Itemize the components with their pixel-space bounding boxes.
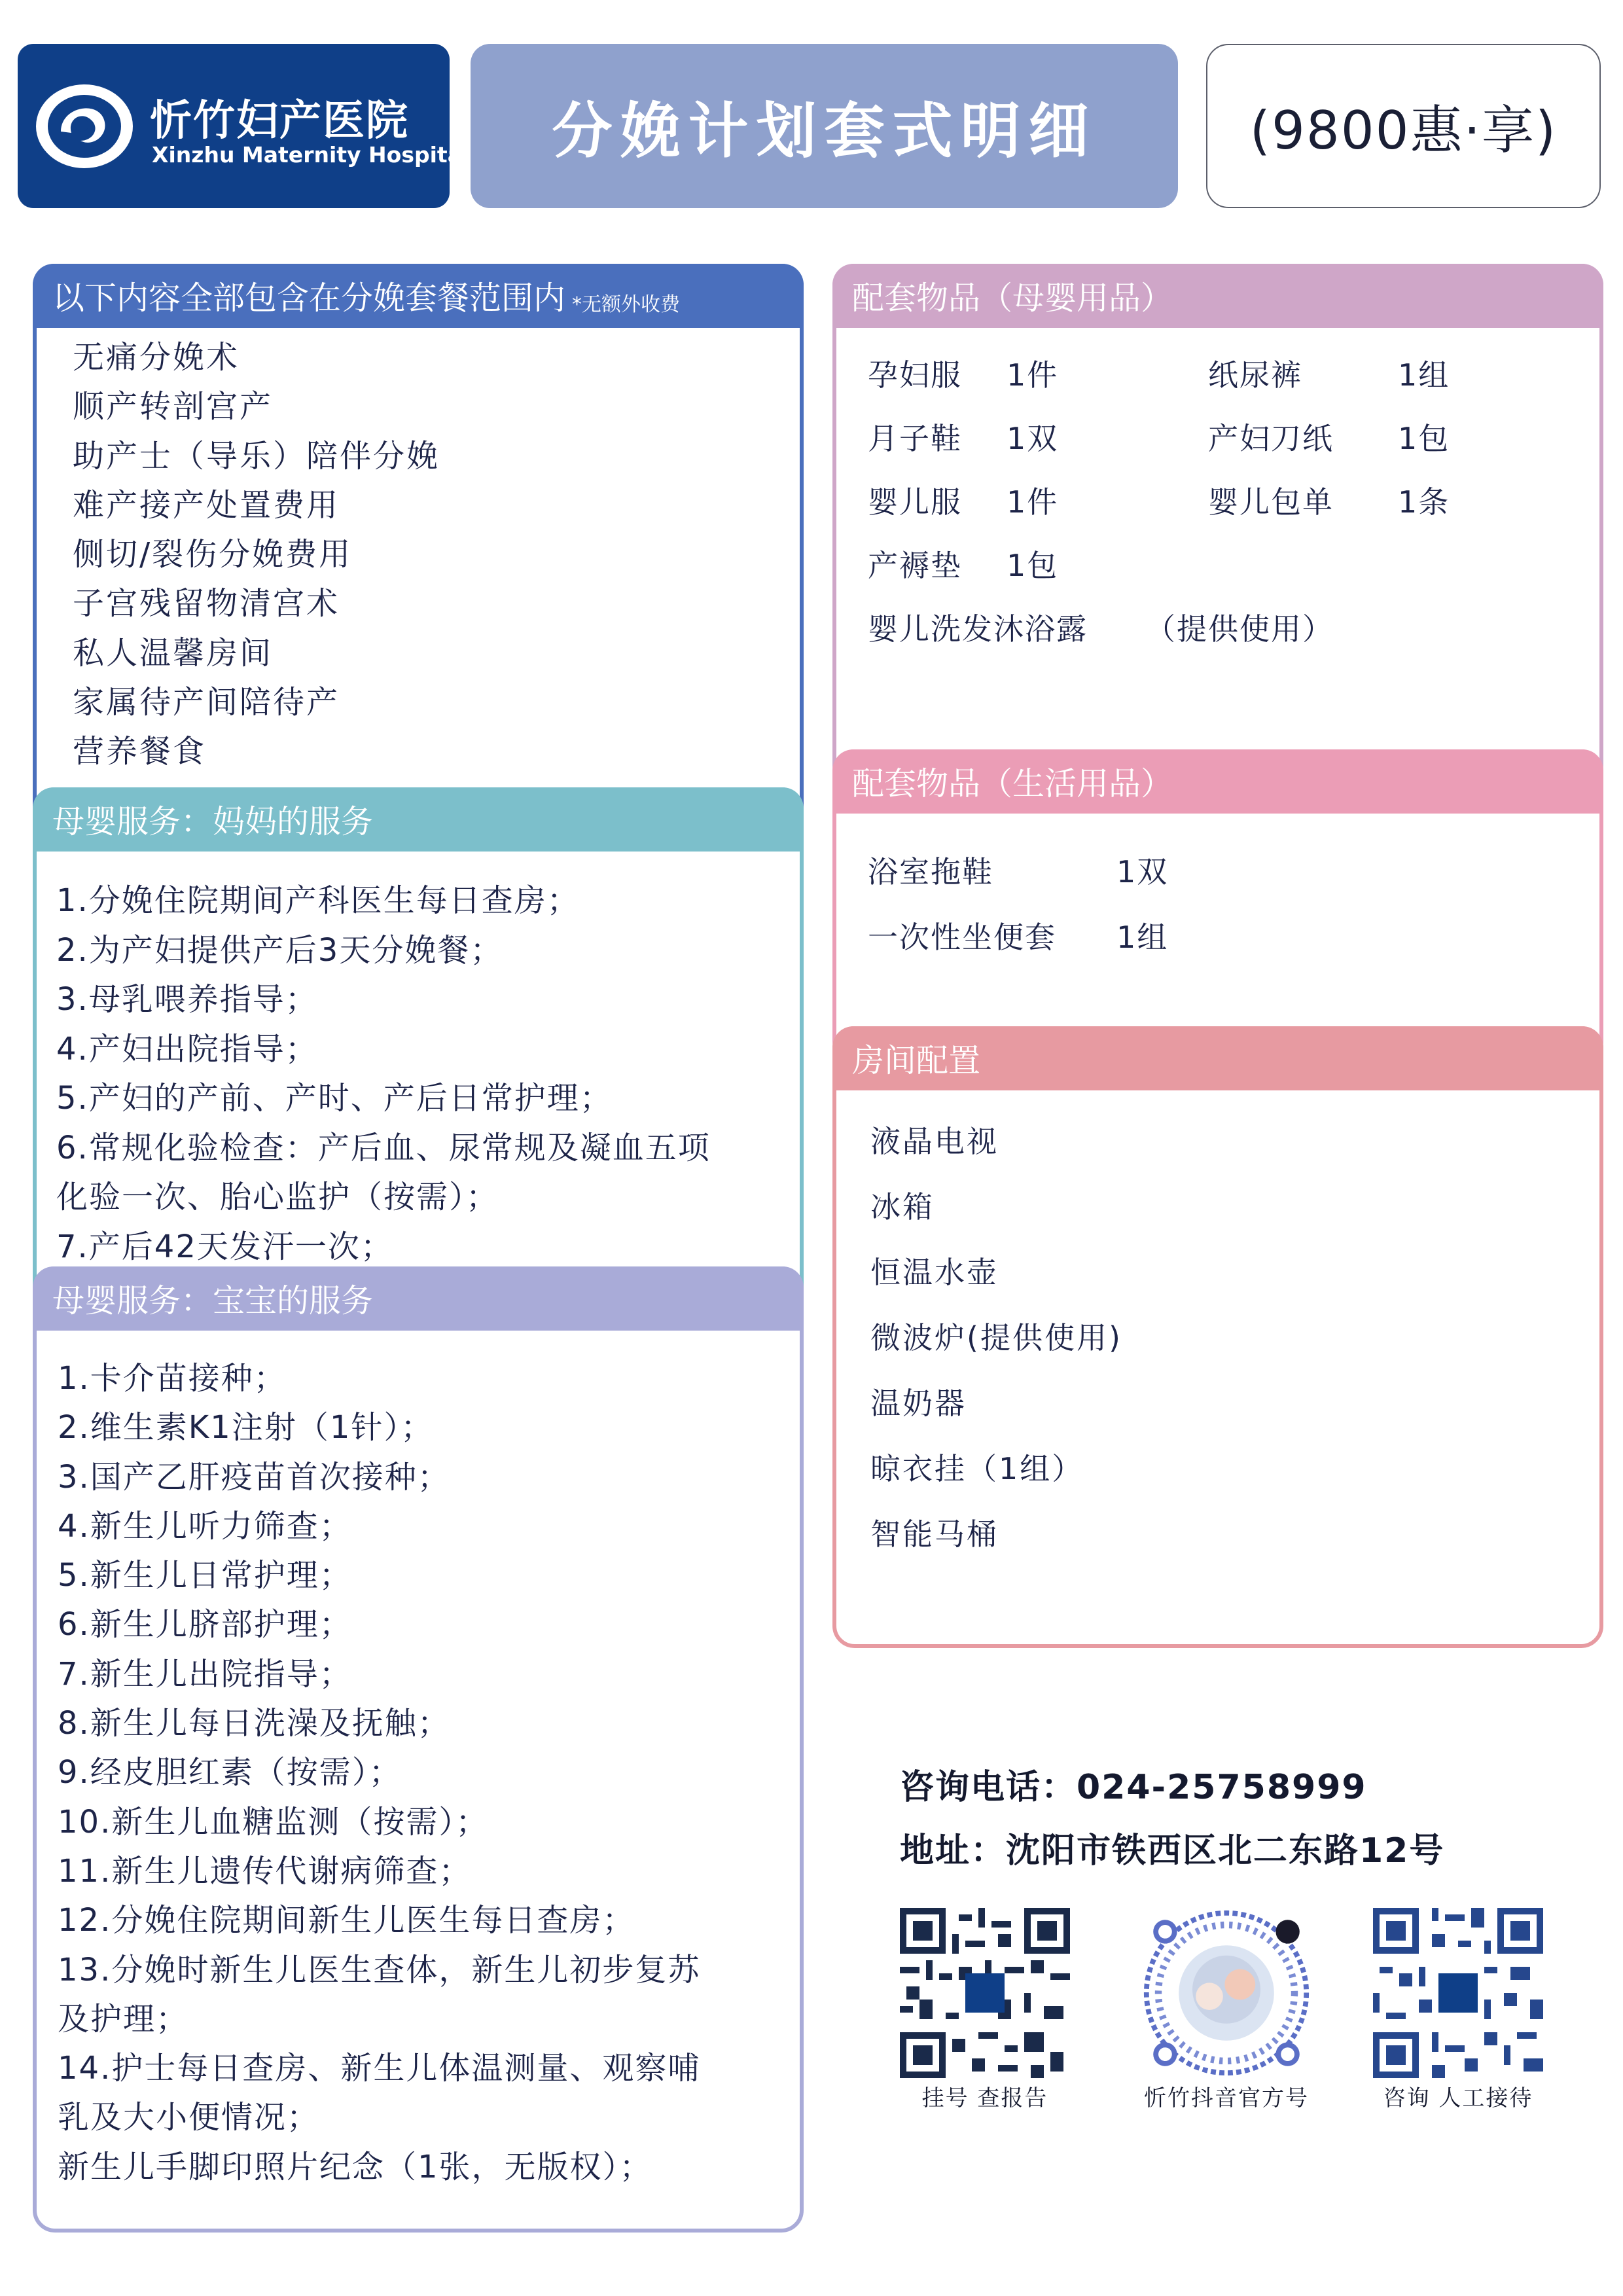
contact-address: 地址：沈阳市铁西区北二东路12号 bbox=[900, 1831, 1445, 1871]
list-item: 1.分娩住院期间产科医生每日查房； bbox=[56, 882, 580, 919]
page-title-banner bbox=[471, 44, 1178, 208]
goods-note: （提供使用） bbox=[1145, 611, 1334, 647]
life-goods-panel bbox=[832, 749, 1603, 1064]
list-item: 2.维生素K1注射（1针）； bbox=[58, 1409, 434, 1446]
list-item: 顺产转剖宫产 bbox=[73, 388, 274, 425]
list-item: 3.母乳喂养指导； bbox=[56, 981, 318, 1018]
price-text: (9800惠·享) bbox=[1249, 100, 1558, 161]
mom-service-heading: 母婴服务：妈妈的服务 bbox=[33, 787, 804, 852]
goods-name: 婴儿服 bbox=[868, 484, 962, 520]
list-item: 6.新生儿脐部护理； bbox=[58, 1606, 352, 1643]
mother-baby-goods-panel bbox=[832, 264, 1603, 787]
baby-service-panel bbox=[33, 1266, 804, 2233]
list-item: 4.新生儿听力筛查； bbox=[58, 1507, 352, 1545]
list-item: 液晶电视 bbox=[870, 1124, 999, 1159]
qr-caption: 忻竹抖音官方号 bbox=[1144, 2085, 1309, 2111]
list-item: 恒温水壶 bbox=[870, 1255, 999, 1290]
goods-qty: 1包 bbox=[1398, 421, 1450, 456]
mom-service-list bbox=[56, 876, 711, 1272]
list-item: 9.经皮胆红素（按需）； bbox=[58, 1754, 402, 1791]
list-item: 化验一次、胎心监护（按需）； bbox=[56, 1179, 499, 1215]
list-item: 家属待产间陪待产 bbox=[73, 684, 340, 721]
list-item: 侧切/裂伤分娩费用 bbox=[73, 536, 353, 573]
goods-qty: 1双 bbox=[1007, 421, 1059, 456]
list-item: 13.分娩时新生儿医生查体，新生儿初步复苏 bbox=[58, 1951, 701, 1988]
list-item: 新生儿手脚印照片纪念（1张，无版权）； bbox=[58, 2148, 652, 2185]
goods-qty: 1包 bbox=[1007, 548, 1059, 583]
goods-name: 纸尿裤 bbox=[1208, 357, 1302, 393]
list-item: 冰箱 bbox=[870, 1189, 935, 1225]
list-item: 3.国产乙肝疫苗首次接种； bbox=[58, 1458, 450, 1496]
list-item: 微波炉(提供使用) bbox=[870, 1320, 1122, 1355]
included-note: *无额外收费 bbox=[572, 293, 681, 316]
hospital-logo bbox=[18, 44, 470, 208]
room-list bbox=[870, 1109, 1122, 1567]
list-item: 7.新生儿出院指导； bbox=[58, 1655, 352, 1693]
qr-code-icon bbox=[900, 1908, 1070, 2078]
goods-qty: 1双 bbox=[1116, 854, 1169, 889]
goods-qty: 1组 bbox=[1398, 357, 1450, 393]
goods-name: 月子鞋 bbox=[868, 421, 962, 456]
goods-name: 一次性坐便套 bbox=[868, 920, 1056, 955]
goods-name: 产妇刀纸 bbox=[1208, 421, 1334, 456]
list-item: 私人温馨房间 bbox=[73, 634, 274, 672]
douyin-code-icon bbox=[1141, 1908, 1311, 2078]
list-item: 及护理； bbox=[58, 2000, 189, 2037]
list-item: 6.常规化验检查：产后血、尿常规及凝血五项 bbox=[56, 1129, 711, 1166]
list-item: 5.新生儿日常护理； bbox=[58, 1557, 352, 1594]
included-heading bbox=[33, 264, 804, 328]
qr-code-icon bbox=[1373, 1908, 1543, 2078]
goods-name: 婴儿包单 bbox=[1208, 484, 1334, 520]
list-item: 营养餐食 bbox=[73, 733, 207, 770]
logo-chinese-name: 忻竹妇产医院 bbox=[150, 97, 409, 145]
list-item: 助产士（导乐）陪伴分娩 bbox=[73, 437, 440, 475]
list-item: 8.新生儿每日洗澡及抚触； bbox=[58, 1705, 450, 1742]
goods-name: 孕妇服 bbox=[868, 357, 962, 393]
list-item: 12.分娩住院期间新生儿医生每日查房； bbox=[58, 1902, 635, 1939]
goods-qty: 1件 bbox=[1007, 484, 1059, 520]
list-item: 5.产妇的产前、产时、产后日常护理； bbox=[56, 1080, 613, 1117]
page-title: 分娩计划套式明细 bbox=[552, 96, 1097, 166]
room-panel bbox=[832, 1026, 1603, 1648]
contact-phone: 咨询电话：024-25758999 bbox=[900, 1768, 1367, 1807]
list-item: 无痛分娩术 bbox=[73, 339, 240, 376]
price-badge bbox=[1206, 44, 1601, 208]
list-item: 14.护士每日查房、新生儿体温测量、观察哺 bbox=[58, 2050, 701, 2087]
list-item: 11.新生儿遗传代谢病筛查； bbox=[58, 1852, 472, 1890]
logo-english-name: Xinzhu Maternity Hospital bbox=[152, 142, 470, 168]
list-item: 7.产后42天发汗一次； bbox=[56, 1228, 393, 1265]
included-heading-text: 以下内容全部包含在分娩套餐范围内 bbox=[52, 279, 566, 317]
mother-baby-goods-heading: 配套物品（母婴用品） bbox=[832, 264, 1603, 328]
list-item: 晾衣挂（1组） bbox=[870, 1451, 1084, 1486]
goods-qty: 1组 bbox=[1116, 920, 1169, 955]
baby-service-heading: 母婴服务：宝宝的服务 bbox=[33, 1266, 804, 1331]
life-goods-heading: 配套物品（生活用品） bbox=[832, 749, 1603, 814]
list-item: 难产接产处置费用 bbox=[73, 486, 340, 524]
goods-name: 浴室拖鞋 bbox=[868, 854, 993, 889]
hospital-logo-icon bbox=[32, 81, 137, 172]
list-item: 智能马桶 bbox=[870, 1516, 999, 1552]
list-item: 子宫残留物清宫术 bbox=[73, 585, 340, 622]
list-item: 温奶器 bbox=[870, 1386, 967, 1421]
list-item: 10.新生儿血糖监测（按需）； bbox=[58, 1803, 489, 1840]
qr-caption: 咨询 人工接待 bbox=[1383, 2085, 1533, 2111]
baby-service-list bbox=[58, 1354, 700, 2192]
included-list bbox=[73, 333, 440, 777]
goods-qty: 1件 bbox=[1007, 357, 1059, 393]
room-heading: 房间配置 bbox=[832, 1026, 1603, 1090]
list-item: 4.产妇出院指导； bbox=[56, 1030, 318, 1067]
list-item: 2.为产妇提供产后3天分娩餐； bbox=[56, 931, 503, 969]
goods-name: 婴儿洗发沐浴露 bbox=[868, 611, 1088, 647]
qr-caption: 挂号 查报告 bbox=[921, 2085, 1048, 2111]
list-item: 乳及大小便情况； bbox=[58, 2099, 320, 2136]
list-item: 1.卡介苗接种； bbox=[58, 1360, 287, 1397]
goods-qty: 1条 bbox=[1398, 484, 1450, 520]
goods-name: 产褥垫 bbox=[868, 548, 962, 583]
